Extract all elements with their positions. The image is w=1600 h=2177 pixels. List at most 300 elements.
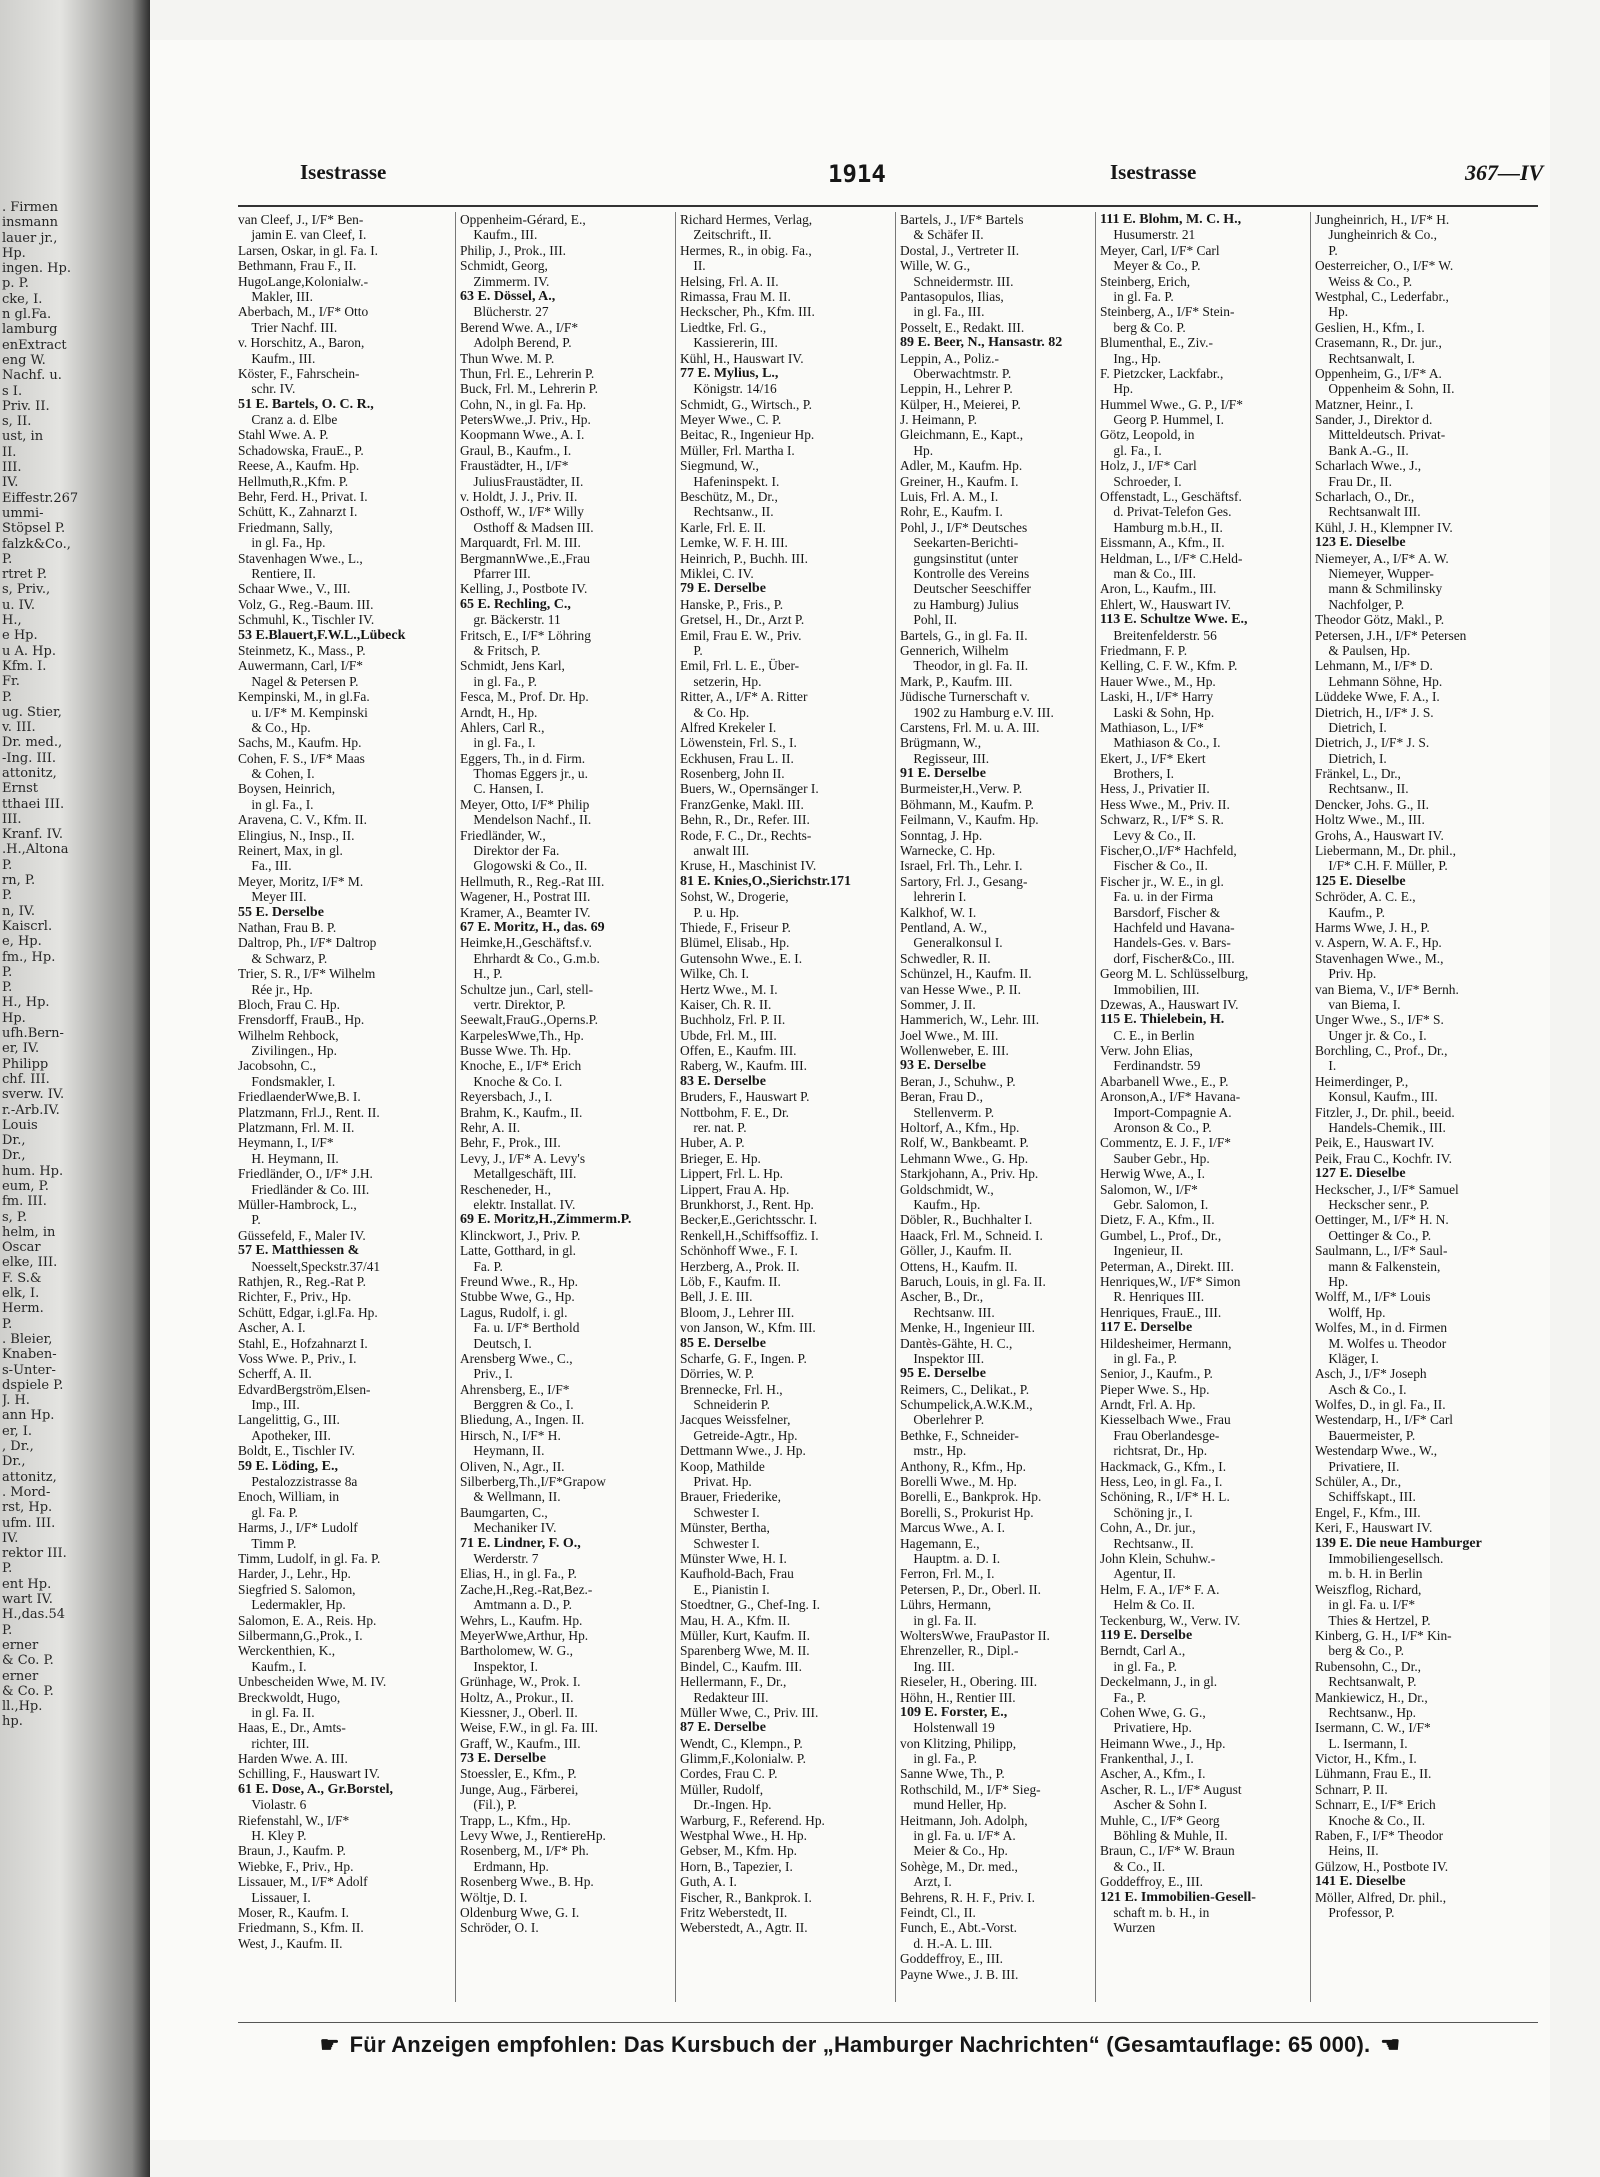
- directory-entry: Königstr. 14/16: [680, 381, 777, 397]
- directory-entry: John Klein, Schuhw.-: [1100, 1550, 1216, 1566]
- directory-entry: Cohn, A., Dr. jur.,: [1100, 1520, 1196, 1536]
- directory-entry: Schönhoff Wwe., F. I.: [680, 1243, 798, 1259]
- directory-entry: Adolph Berend, P.: [460, 335, 572, 351]
- directory-entry: gl. Fa., I.: [1100, 442, 1162, 458]
- directory-entry: Hackmack, G., Kfm., I.: [1100, 1458, 1227, 1474]
- directory-entry: Jungheinrich & Co.,: [1315, 227, 1437, 243]
- directory-entry: Peik, Frau C., Kochfr. IV.: [1315, 1150, 1452, 1166]
- directory-entry: Heitmann, Joh. Adolph,: [900, 1812, 1028, 1828]
- left-page-fragment: Dr.,: [2, 1133, 26, 1149]
- directory-entry: Holstenwall 19: [900, 1720, 995, 1736]
- directory-entry: Laski & Sohn, Hp.: [1100, 704, 1215, 720]
- directory-entry: West, J., Kaufm. II.: [238, 1935, 343, 1951]
- directory-entry: Starkjohann, A., Priv. Hp.: [900, 1166, 1039, 1182]
- directory-entry: m. b. H. in Berlin: [1315, 1566, 1423, 1582]
- directory-entry: Larsen, Oskar, in gl. Fa. I.: [238, 242, 379, 258]
- directory-entry: Kaiser, Ch. R. II.: [680, 996, 772, 1012]
- directory-entry: Lissauer, M., I/F* Adolf: [238, 1874, 368, 1890]
- directory-entry: & Fritsch, P.: [460, 642, 541, 658]
- directory-entry: Verw. John Elias,: [1100, 1043, 1193, 1059]
- directory-entry: d. Privat-Telefon Ges.: [1100, 504, 1232, 520]
- directory-entry: I/F* C.H. F. Müller, P.: [1315, 858, 1448, 874]
- directory-entry: Goddeffroy, E., III.: [1100, 1874, 1203, 1890]
- directory-entry: mann & Schmilinsky: [1315, 581, 1443, 597]
- directory-entry: Frau Oberlandesge-: [1100, 1427, 1220, 1443]
- directory-entry: Carstens, Frl. M. u. A. III.: [900, 719, 1040, 735]
- directory-entry: dorf, Fischer&Co., III.: [1100, 950, 1235, 966]
- page-number: 367—IV: [1465, 160, 1544, 185]
- directory-entry: (Fil.), P.: [460, 1797, 517, 1813]
- directory-entry: Peterman, A., Direkt. III.: [1100, 1258, 1234, 1274]
- left-page-fragment: insmann: [2, 215, 59, 231]
- directory-entry: Güssefeld, F., Maler IV.: [238, 1227, 366, 1243]
- directory-entry: Inspektor, I.: [460, 1658, 538, 1674]
- directory-entry: Zimmerm. IV.: [460, 273, 550, 289]
- directory-entry: Rechtsanwalt, P.: [1315, 1674, 1417, 1690]
- house-number-entry: 89 E. Beer, N., Hansastr. 82: [900, 335, 1063, 351]
- directory-entry: Koop, Mathilde: [680, 1458, 765, 1474]
- directory-entry: Zivilingen., Hp.: [238, 1043, 337, 1059]
- left-page-fragment: J. H.: [2, 1393, 30, 1409]
- directory-entry: Helsing, Frl. A. II.: [680, 273, 779, 289]
- directory-entry: Blücherstr. 27: [460, 304, 549, 320]
- directory-entry: Reimers, C., Delikat., P.: [900, 1381, 1030, 1397]
- directory-entry: Hirsch, N., I/F* H.: [460, 1427, 561, 1443]
- directory-entry: Pohl, J., I/F* Deutsches: [900, 519, 1028, 535]
- left-page-fragment: ummi-: [2, 505, 44, 521]
- directory-entry: Hauer Wwe., M., Hp.: [1100, 673, 1216, 689]
- directory-entry: Levy, J., I/F* A. Levy's: [460, 1150, 586, 1166]
- left-page-fragment: sverw. IV.: [2, 1087, 65, 1103]
- left-page-fragment: & Co. P.: [2, 1683, 54, 1699]
- left-page-fragment: II.: [2, 444, 17, 460]
- directory-entry: Thomas Eggers jr., u.: [460, 766, 588, 782]
- directory-entry: Offen, E., Kaufm. III.: [680, 1043, 797, 1059]
- left-page-fragment: Oscar: [2, 1240, 41, 1256]
- left-page-fragment: Fr.: [2, 674, 20, 690]
- directory-entry: Hellmuth,R.,Kfm. P.: [238, 473, 349, 489]
- directory-entry: Ascher, A., Kfm., I.: [1100, 1766, 1206, 1782]
- directory-entry: Bloom, J., Lehrer III.: [680, 1304, 795, 1320]
- directory-entry: Mechaniker IV.: [460, 1520, 557, 1536]
- directory-entry: Münster, Bertha,: [680, 1520, 770, 1536]
- house-number-entry: 87 E. Derselbe: [680, 1720, 766, 1736]
- directory-entry: v. Horschitz, A., Baron,: [238, 335, 365, 351]
- left-page-fragment: P.: [2, 1316, 13, 1332]
- directory-entry: Riefenstahl, W., I/F*: [238, 1812, 350, 1828]
- left-page-fragment: ent Hp.: [2, 1576, 52, 1592]
- directory-entry: Fischer, R., Bankprok. I.: [680, 1889, 812, 1905]
- directory-entry: Rechtsanwalt, I.: [1315, 350, 1416, 366]
- left-page-fragment: IV.: [2, 1530, 19, 1546]
- directory-entry: mann & Falkenstein,: [1315, 1258, 1441, 1274]
- directory-entry: Friedländer & Co. III.: [238, 1181, 370, 1197]
- directory-entry: Stavenhagen Wwe., M.,: [1315, 950, 1444, 966]
- directory-entry: Ottens, H., Kaufm. II.: [900, 1258, 1018, 1274]
- house-number-entry: 121 E. Immobilien-Gesell-: [1100, 1889, 1256, 1905]
- directory-entry: Meyer, Moritz, I/F* M.: [238, 873, 364, 889]
- directory-entry: Unger Wwe., S., I/F* S.: [1315, 1012, 1444, 1028]
- directory-entry: Kruse, H., Maschinist IV.: [680, 858, 817, 874]
- directory-entry: Brennecke, Frl. H.,: [680, 1381, 783, 1397]
- directory-entry: & Co., II.: [1100, 1858, 1166, 1874]
- house-number-entry: 61 E. Dose, A., Gr.Borstel,: [238, 1781, 394, 1797]
- directory-entry: Fraustädter, H., I/F*: [460, 458, 569, 474]
- directory-entry: Dzewas, A., Hauswart IV.: [1100, 996, 1239, 1012]
- directory-entry: Buchholz, Frl. P. II.: [680, 1012, 786, 1028]
- directory-entry: Ascher, R. L., I/F* August: [1100, 1781, 1242, 1797]
- directory-entry: Hafeninspekt. I.: [680, 473, 780, 489]
- directory-entry: Bliedung, A., Ingen. II.: [460, 1412, 585, 1428]
- directory-entry: Meyer III.: [238, 889, 307, 905]
- directory-entry: Generalkonsul I.: [900, 935, 1003, 951]
- directory-entry: Feindt, Cl., II.: [900, 1904, 976, 1920]
- directory-entry: Schiffskapt., III.: [1315, 1489, 1416, 1505]
- directory-entry: & Paulsen, Hp.: [1315, 642, 1411, 658]
- directory-entry: Möller, Alfred, Dr. phil.,: [1315, 1889, 1447, 1905]
- directory-entry: Enoch, William, in: [238, 1489, 340, 1505]
- directory-entry: in gl. Fa., P.: [1100, 1350, 1178, 1366]
- directory-entry: Oppenheim-Gérard, E.,: [460, 212, 586, 227]
- directory-entry: Stellenverm. P.: [900, 1104, 995, 1120]
- house-number-entry: 123 E. Dieselbe: [1315, 535, 1406, 551]
- directory-entry: Schöning jr., I.: [1100, 1504, 1193, 1520]
- directory-entry: Menke, H., Ingenieur III.: [900, 1320, 1035, 1336]
- directory-entry: Fränkel, L., Dr.,: [1315, 766, 1401, 782]
- directory-entry: P. u. Hp.: [680, 904, 740, 920]
- directory-entry: Fritsch, E., I/F* Löhring: [460, 627, 591, 643]
- directory-entry: Makler, III.: [238, 288, 313, 304]
- directory-entry: Lühmann, Frau E., II.: [1315, 1766, 1432, 1782]
- directory-entry: Ing. III.: [900, 1658, 955, 1674]
- left-page-fragment: enExtract: [2, 337, 67, 353]
- directory-entry: Zeitschrift., II.: [680, 227, 772, 243]
- directory-entry: Boysen, Heinrich,: [238, 781, 336, 797]
- directory-entry: Fa., III.: [238, 858, 292, 874]
- left-page-fragment: III.: [2, 460, 22, 476]
- directory-entry: Dörries, W. P.: [680, 1366, 755, 1382]
- directory-entry: Jacobsohn, C.,: [238, 1058, 317, 1074]
- directory-entry: C. E., in Berlin: [1100, 1027, 1195, 1043]
- directory-entry: & Co. Hp.: [680, 704, 750, 720]
- directory-entry: Wolfes, D., in gl. Fa., II.: [1315, 1397, 1446, 1413]
- directory-entry: Sparenberg Wwe, M. II.: [680, 1643, 810, 1659]
- directory-entry: u. I/F* M. Kempinski: [238, 704, 368, 720]
- directory-entry: Rechtsanw., II.: [680, 504, 774, 520]
- directory-entry: Ascher & Sohn I.: [1100, 1797, 1208, 1813]
- directory-entry: Holtz, A., Prokur., II.: [460, 1689, 574, 1705]
- directory-entry: Arndt, H., Hp.: [460, 704, 538, 720]
- directory-entry: Meyer & Co., P.: [1100, 258, 1201, 274]
- directory-column-2: [460, 212, 672, 2007]
- directory-entry: Mathiason & Co., I.: [1100, 735, 1221, 751]
- directory-entry: Aravena, C. V., Kfm. II.: [238, 812, 367, 828]
- directory-entry: Asch & Co., I.: [1315, 1381, 1407, 1397]
- house-number-entry: 77 E. Mylius, L.,: [680, 365, 779, 381]
- directory-entry: Westphal Wwe., H. Hp.: [680, 1828, 807, 1844]
- directory-entry: Gretsel, H., Dr., Arzt P.: [680, 612, 805, 628]
- directory-entry: Theodor, in gl. Fa. II.: [900, 658, 1029, 674]
- directory-entry: II.: [680, 258, 706, 274]
- directory-entry: Rechtsanw., II.: [1100, 1535, 1194, 1551]
- directory-entry: Heins, II.: [1315, 1843, 1379, 1859]
- directory-entry: Schwester I.: [680, 1535, 760, 1551]
- directory-entry: Rescheneder, H.,: [460, 1181, 551, 1197]
- directory-entry: Bethke, F., Schneider-: [900, 1427, 1019, 1443]
- directory-entry: Stoedtner, G., Chef-Ing. I.: [680, 1597, 821, 1613]
- left-page-fragment: H., Hp.: [2, 995, 50, 1011]
- left-page-fragment: P.: [2, 980, 13, 996]
- directory-entry: Moser, R., Kaufm. I.: [238, 1904, 350, 1920]
- directory-entry: Heckscher, J., I/F* Samuel: [1315, 1181, 1459, 1197]
- directory-entry: Salomon, W., I/F*: [1100, 1181, 1198, 1197]
- directory-entry: Lemke, W. F. H. III.: [680, 535, 788, 551]
- directory-entry: Brieger, E. Hp.: [680, 1150, 761, 1166]
- left-page-fragment: fm., Hp.: [2, 949, 56, 965]
- directory-entry: Harms Wwe, J. H., P.: [1315, 919, 1430, 935]
- directory-entry: Salomon, E. A., Reis. Hp.: [238, 1612, 377, 1628]
- left-page-fragment: fm. III.: [2, 1194, 47, 1210]
- directory-entry: Rolf, W., Bankbeamt. P.: [900, 1135, 1029, 1151]
- directory-entry: Kempinski, M., in gl.Fa.: [238, 689, 370, 705]
- directory-entry: Leppin, H., Lehrer P.: [900, 381, 1013, 397]
- directory-entry: Gebser, M., Kfm. Hp.: [680, 1843, 797, 1859]
- directory-entry: Mark, P., Kaufm. III.: [900, 673, 1013, 689]
- directory-entry: & Schäfer II.: [900, 227, 984, 243]
- directory-entry: Rentiere, II.: [238, 565, 316, 581]
- directory-entry: Lippert, Frau A. Hp.: [680, 1181, 790, 1197]
- directory-entry: Wolfes, M., in d. Firmen: [1315, 1320, 1448, 1336]
- left-page-fragment: n gl.Fa.: [2, 307, 52, 323]
- left-page-fragment: eng W.: [2, 352, 46, 368]
- left-page-fragment: hp.: [2, 1714, 23, 1730]
- house-number-entry: 55 E. Derselbe: [238, 904, 324, 920]
- left-page-fragment: ufm. III.: [2, 1515, 56, 1531]
- directory-entry: Aron, L., Kaufm., III.: [1100, 581, 1217, 597]
- directory-entry: Brauer, Friederike,: [680, 1489, 781, 1505]
- directory-entry: P.: [238, 1212, 261, 1228]
- directory-entry: Boldt, E., Tischler IV.: [238, 1443, 355, 1459]
- directory-entry: Blümel, Elisab., Hp.: [680, 935, 790, 951]
- directory-entry: Lagus, Rudolf, i. gl.: [460, 1304, 568, 1320]
- footer-rule: [238, 2022, 1538, 2023]
- directory-entry: Inspektor III.: [900, 1350, 985, 1366]
- directory-entry: Niemeyer, Wupper-: [1315, 565, 1434, 581]
- directory-entry: HugoLange,Kolonialw.-: [238, 273, 369, 289]
- directory-entry: Stoessler, E., Kfm., P.: [460, 1766, 577, 1782]
- directory-entry: Unger jr. & Co., I.: [1315, 1027, 1427, 1043]
- directory-entry: elektr. Installat. IV.: [460, 1197, 576, 1212]
- directory-entry: Knoche & Co. I.: [460, 1073, 563, 1089]
- directory-entry: Bloch, Frau C. Hp.: [238, 996, 340, 1012]
- directory-entry: Fischer jr., W. E., in gl.: [1100, 873, 1224, 889]
- directory-entry: Kaufm., III.: [238, 350, 316, 366]
- directory-entry: Import-Compagnie A.: [1100, 1104, 1232, 1120]
- directory-entry: van Biema, I.: [1315, 996, 1401, 1012]
- directory-entry: Ehlert, W., Hauswart IV.: [1100, 596, 1232, 612]
- directory-entry: Sanne Wwe, Th., P.: [900, 1766, 1005, 1782]
- directory-entry: Violastr. 6: [238, 1797, 307, 1813]
- directory-entry: Bethmann, Frau F., II.: [238, 258, 357, 274]
- house-number-entry: 109 E. Forster, E.,: [900, 1704, 1008, 1720]
- directory-entry: Graff, W., Kaufm., III.: [460, 1735, 581, 1751]
- left-page-fragment: cke, I.: [2, 291, 43, 307]
- directory-entry: schaft m. b. H., in: [1100, 1904, 1210, 1920]
- directory-entry: Cohen Wwe, G. G.,: [1100, 1704, 1206, 1720]
- directory-entry: Schüler, A., Dr.,: [1315, 1474, 1402, 1490]
- directory-entry: Dencker, Johs. G., II.: [1315, 796, 1429, 812]
- directory-entry: lehrerin I.: [900, 889, 967, 905]
- directory-entry: von Janson, W., Kfm. III.: [680, 1320, 816, 1336]
- directory-entry: Breitenfelderstr. 56: [1100, 627, 1217, 643]
- directory-entry: Marcus Wwe., A. I.: [900, 1520, 1005, 1536]
- directory-entry: Westphal, C., Lederfabr.,: [1315, 288, 1449, 304]
- directory-entry: Schröder, A. C. E.,: [1315, 889, 1416, 905]
- directory-entry: FranzGenke, Makl. III.: [680, 796, 804, 812]
- directory-entry: Rechtsanw. III.: [900, 1304, 995, 1320]
- directory-entry: Apotheker, III.: [238, 1427, 331, 1443]
- left-page-fragment: attonitz,: [2, 1469, 57, 1485]
- directory-entry: Fesca, M., Prof. Dr. Hp.: [460, 689, 589, 705]
- left-page-fragments: [2, 200, 142, 1730]
- directory-entry: Graul, B., Kaufm., I.: [460, 442, 572, 458]
- directory-entry: Rathjen, R., Reg.-Rat P.: [238, 1273, 366, 1289]
- directory-entry: Priv. Hp.: [1315, 966, 1377, 982]
- left-page-fragment: P.: [2, 1561, 13, 1577]
- house-number-entry: 67 E. Moritz, H., das. 69: [460, 919, 605, 935]
- directory-entry: Fa. u. in der Firma: [1100, 889, 1214, 905]
- directory-entry: Kläger, I.: [1315, 1350, 1379, 1366]
- directory-entry: Wurzen: [1100, 1920, 1156, 1936]
- directory-entry: Borelli, E., Bankprok. Hp.: [900, 1489, 1042, 1505]
- directory-entry: Richter, F., Priv., Hp.: [238, 1289, 352, 1305]
- left-page-fragment: rtret P.: [2, 567, 47, 583]
- directory-entry: Timm, Ludolf, in gl. Fa. P.: [238, 1550, 381, 1566]
- directory-entry: Buers, W., Opernsänger I.: [680, 781, 819, 797]
- house-number-entry: 93 E. Derselbe: [900, 1058, 986, 1074]
- directory-entry: KarpelesWwe,Th., Hp.: [460, 1027, 584, 1043]
- left-page-fragment: helm, in: [2, 1224, 56, 1240]
- directory-entry: J. Heimann, P.: [900, 412, 977, 428]
- directory-entry: Wöltje, D. I.: [460, 1889, 528, 1905]
- directory-entry: v. Holdt, J. J., Priv. II.: [460, 489, 578, 505]
- running-head-street-left: Isestrasse: [300, 160, 387, 184]
- directory-entry: Herwig Wwe, A., I.: [1100, 1166, 1205, 1182]
- directory-entry: Rimassa, Frau M. II.: [680, 288, 791, 304]
- directory-entry: Ferdinandstr. 59: [1100, 1058, 1201, 1074]
- left-page-fragment: Ernst: [2, 781, 38, 797]
- directory-entry: Dietrich, I.: [1315, 750, 1387, 766]
- house-number-entry: 139 E. Die neue Hamburger: [1315, 1535, 1482, 1551]
- directory-entry: Georg M. L. Schlüsselburg,: [1100, 966, 1249, 982]
- directory-entry: Engel, F., Kfm., III.: [1315, 1504, 1421, 1520]
- directory-entry: Holtorf, A., Kfm., Hp.: [900, 1120, 1020, 1136]
- house-number-entry: 111 E. Blohm, M. C. H.,: [1100, 212, 1242, 227]
- left-page-fragment: P.: [2, 551, 13, 567]
- directory-entry: EdvardBergström,Elsen-: [238, 1381, 371, 1397]
- directory-entry: van Cleef, J., I/F* Ben-: [238, 212, 364, 227]
- left-page-fragment: Knaben-: [2, 1347, 57, 1363]
- directory-entry: Feilmann, V., Kaufm. Hp.: [900, 812, 1039, 828]
- directory-entry: Helm, F. A., I/F* F. A.: [1100, 1581, 1220, 1597]
- directory-entry: Oberlehrer P.: [900, 1412, 985, 1428]
- directory-entry: Senior, J., Kaufm., P.: [1100, 1366, 1213, 1382]
- directory-entry: Agentur, II.: [1100, 1566, 1176, 1582]
- left-page-fragment: Hp.: [2, 245, 26, 261]
- directory-entry: Fischer & Co., II.: [1100, 858, 1208, 874]
- directory-entry: Arndt, Frl. A. Hp.: [1100, 1397, 1196, 1413]
- directory-entry: Raben, F., I/F* Theodor: [1315, 1828, 1444, 1844]
- directory-entry: Oliven, N., Agr., II.: [460, 1458, 565, 1474]
- directory-column-1: [238, 212, 450, 2007]
- column-divider: [1095, 212, 1096, 2002]
- directory-entry: Jacques Weissfelner,: [680, 1412, 791, 1428]
- directory-entry: P.: [1315, 242, 1338, 258]
- left-page-fragment: er, IV.: [2, 1041, 40, 1057]
- left-page-fragment: chf. III.: [2, 1071, 50, 1087]
- directory-entry: Heimerdinger, P.,: [1315, 1073, 1409, 1089]
- left-page-fragment: u A. Hp.: [2, 643, 56, 659]
- directory-entry: in gl. Fa., P.: [1100, 1658, 1178, 1674]
- directory-entry: Metallgeschäft, III.: [460, 1166, 577, 1182]
- directory-entry: Hauptm. a. D. I.: [900, 1550, 1001, 1566]
- directory-entry: Sachs, M., Kaufm. Hp.: [238, 735, 362, 751]
- directory-entry: Reinert, Max, in gl.: [238, 843, 343, 859]
- directory-entry: Schadowska, FrauE., P.: [238, 442, 364, 458]
- directory-entry: Regisseur, III.: [900, 750, 990, 766]
- directory-entry: Wilhelm Rehbock,: [238, 1027, 339, 1043]
- left-page-fragment: Dr.,: [2, 1148, 26, 1164]
- directory-entry: Nottbohm, F. E., Dr.: [680, 1104, 790, 1120]
- directory-entry: Knoche, E., I/F* Erich: [460, 1058, 582, 1074]
- house-number-entry: 53 E.Blauert,F.W.L.,Lübeck: [238, 627, 406, 643]
- directory-entry: H. Kley P.: [238, 1828, 307, 1844]
- directory-entry: Schneiderin P.: [680, 1397, 771, 1413]
- directory-entry: Dettmann Wwe., J. Hp.: [680, 1443, 806, 1459]
- directory-entry: Hp.: [1315, 304, 1349, 320]
- directory-entry: Offenstadt, L., Geschäftsf.: [1100, 489, 1242, 505]
- directory-entry: Friedmann, F. P.: [1100, 642, 1188, 658]
- directory-entry: Aberbach, M., I/F* Otto: [238, 304, 369, 320]
- directory-entry: Oppenheim & Sohn, II.: [1315, 381, 1455, 397]
- directory-entry: Teckenburg, W., Verw. IV.: [1100, 1612, 1241, 1628]
- directory-entry: Oldenburg Wwe, G. I.: [460, 1904, 580, 1920]
- directory-entry: I.: [1315, 1058, 1337, 1074]
- directory-entry: Klinckwort, J., Priv. P.: [460, 1227, 581, 1243]
- directory-entry: Göller, J., Kaufm. II.: [900, 1243, 1012, 1259]
- left-page-fragment: lamburg: [2, 322, 58, 338]
- left-page-fragment: , Dr.,: [2, 1439, 34, 1455]
- directory-entry: berg & Co. P.: [1100, 319, 1186, 335]
- directory-entry: Gumbel, L., Prof., Dr.,: [1100, 1227, 1222, 1243]
- directory-entry: Asch, J., I/F* Joseph: [1315, 1366, 1427, 1382]
- directory-entry: Meyer Wwe., C. P.: [680, 412, 782, 428]
- directory-entry: Külper, H., Meierei, P.: [900, 396, 1021, 412]
- directory-entry: Löb, F., Kaufm. II.: [680, 1273, 781, 1289]
- directory-entry: Liebermann, M., Dr. phil.,: [1315, 843, 1456, 859]
- directory-entry: R. Henriques III.: [1100, 1289, 1205, 1305]
- directory-entry: Stubbe Wwe, G., Hp.: [460, 1289, 575, 1305]
- left-page-fragment: P.: [2, 964, 13, 980]
- directory-entry: Scharfe, G. F., Ingen. P.: [680, 1350, 807, 1366]
- directory-entry: Mitteldeutsch. Privat-: [1315, 427, 1446, 443]
- left-page-fragment: Kaiscrl.: [2, 918, 53, 934]
- directory-entry: berg & Co., P.: [1315, 1643, 1405, 1659]
- directory-entry: Freund Wwe., R., Hp.: [460, 1273, 579, 1289]
- house-number-entry: 59 E. Löding, E.,: [238, 1458, 338, 1474]
- directory-entry: Heymann, II.: [460, 1443, 545, 1459]
- directory-entry: L. Isermann, I.: [1315, 1735, 1408, 1751]
